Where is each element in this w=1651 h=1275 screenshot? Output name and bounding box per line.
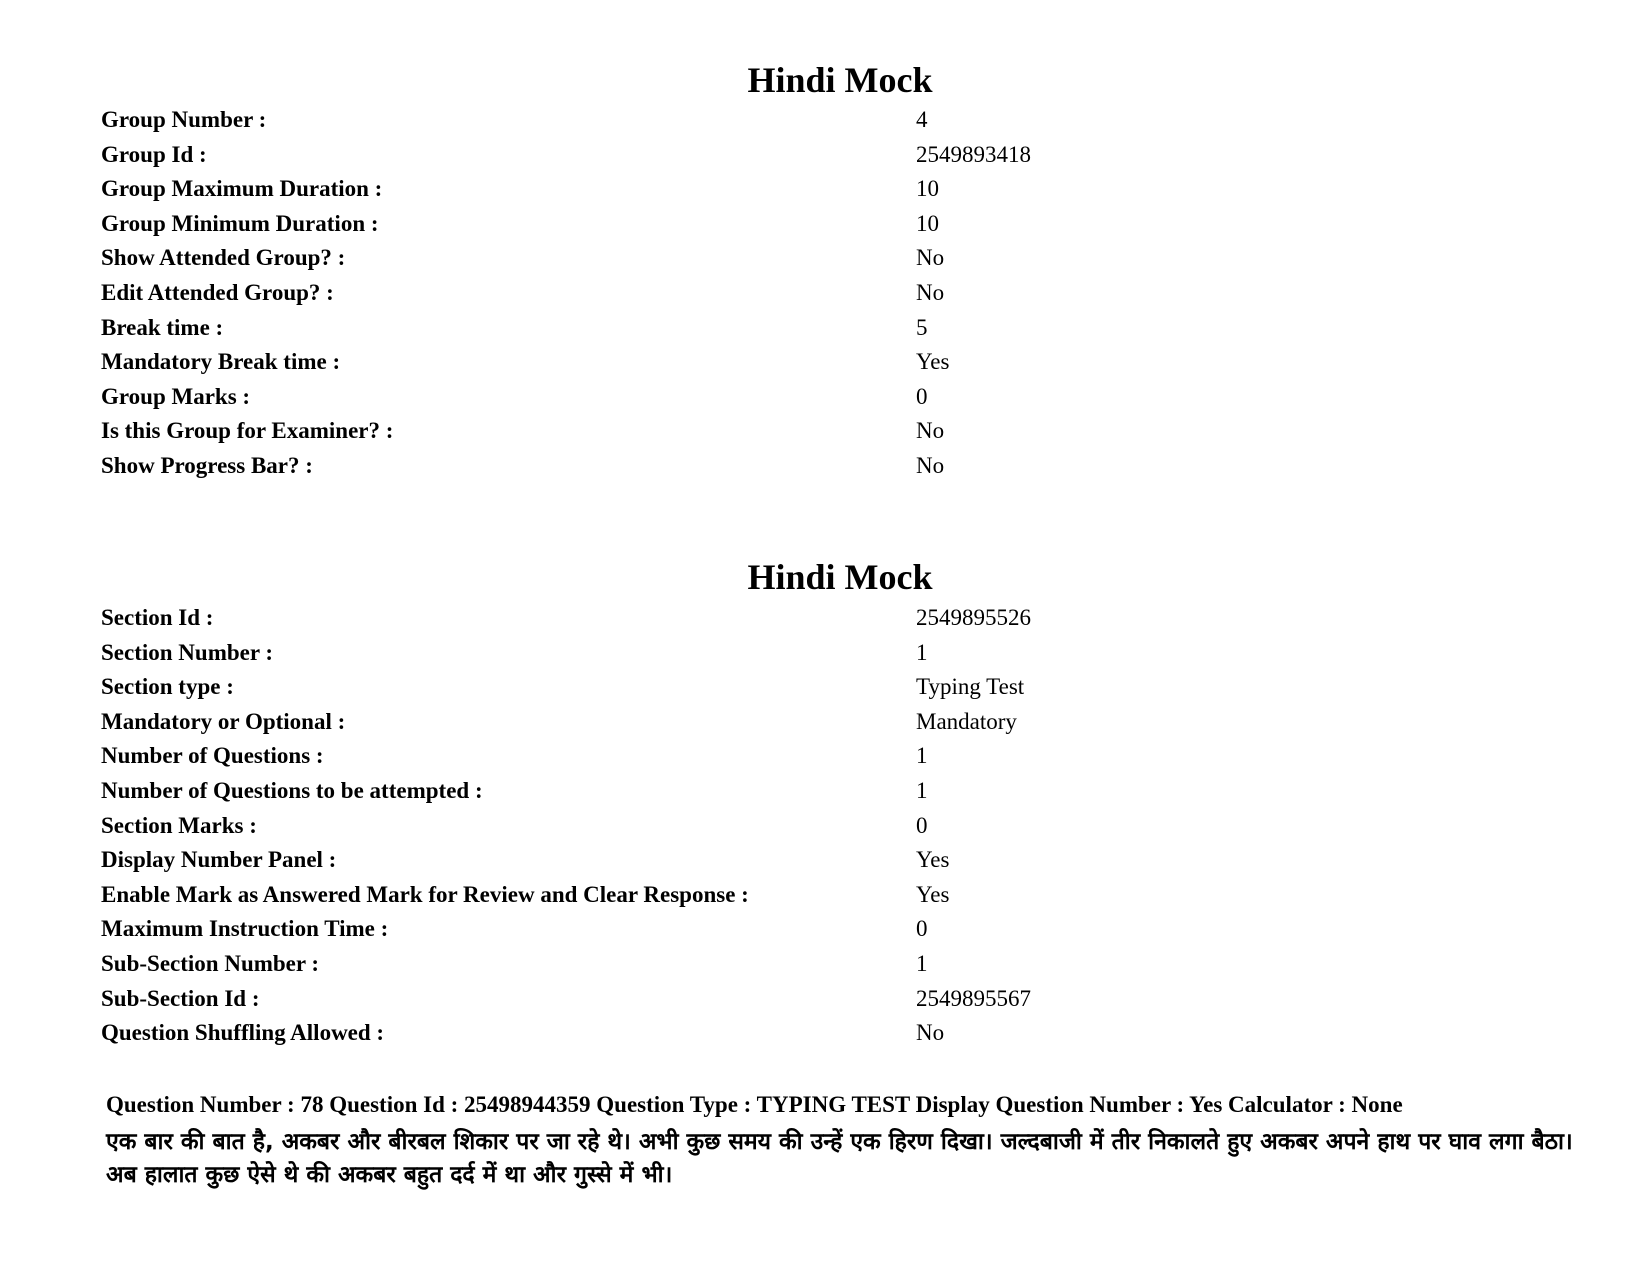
field-value: 0	[916, 916, 928, 942]
field-label: Group Maximum Duration :	[101, 176, 383, 202]
field-label: Section Marks :	[101, 812, 257, 838]
field-label: Is this Group for Examiner? :	[101, 418, 394, 444]
field-value: 2549893418	[916, 141, 1031, 167]
field-label: Mandatory or Optional :	[101, 708, 346, 734]
field-value: No	[916, 1020, 945, 1046]
field-label: Mandatory Break time :	[101, 349, 341, 375]
field-value: 5	[916, 314, 928, 340]
field-label: Show Attended Group? :	[101, 245, 346, 271]
table-row	[101, 207, 1401, 242]
field-label: Sub-Section Id :	[101, 985, 260, 1011]
field-value: Yes	[916, 349, 950, 375]
field-value: 1	[916, 743, 928, 769]
field-value: Yes	[916, 881, 950, 907]
field-label: Enable Mark as Answered Mark for Review and Clear Response :	[101, 881, 749, 907]
field-value: 0	[916, 383, 928, 409]
field-value: No	[916, 452, 945, 478]
field-value: No	[916, 418, 945, 444]
section-title: Hindi Mock	[747, 557, 933, 597]
table-row	[101, 138, 1401, 173]
field-value: No	[916, 245, 945, 271]
field-value: Yes	[916, 847, 950, 873]
field-value: No	[916, 279, 945, 305]
table-row	[101, 380, 1401, 415]
field-label: Show Progress Bar? :	[101, 452, 313, 478]
table-row	[101, 843, 1401, 878]
group-details-table	[101, 103, 1401, 484]
field-label: Group Marks :	[101, 383, 251, 409]
field-value: 1	[916, 777, 928, 803]
table-row	[101, 636, 1401, 671]
table-row	[101, 103, 1401, 138]
question-meta: Question Number : 78 Question Id : 25498944359 Question Type : TYPING TEST Display Question Number : Yes Calculator : None	[106, 1092, 1403, 1117]
table-row	[101, 947, 1401, 982]
table-row	[101, 1016, 1401, 1051]
field-value: 4	[916, 107, 928, 132]
field-label: Section Id :	[101, 605, 214, 630]
field-label: Break time :	[101, 314, 224, 340]
field-value: 1	[916, 950, 928, 976]
table-row	[101, 601, 1401, 636]
field-value: 10	[916, 210, 939, 236]
table-row	[101, 774, 1401, 809]
table-row	[101, 670, 1401, 705]
table-row	[101, 345, 1401, 380]
field-label: Sub-Section Number :	[101, 950, 320, 976]
field-label: Display Number Panel :	[101, 847, 337, 873]
field-value: Typing Test	[916, 674, 1025, 700]
table-row	[101, 739, 1401, 774]
field-value: Mandatory	[916, 708, 1017, 734]
field-value: 10	[916, 176, 939, 202]
question-text: एक बार की बात है, अकबर और बीरबल शिकार पर जा रहे थे। अभी कुछ समय की उन्हें एक हिरण दिखा। जल्दबाजी में तीर निकालते हुए अकबर अपने हाथ पर घाव लगा बैठा। अब हालात कुछ ऐसे थे की अकबर बहुत दर्द में था और गुस्से में भी।	[106, 1129, 1573, 1188]
field-label: Group Number :	[101, 107, 267, 132]
field-label: Section type :	[101, 674, 234, 700]
field-label: Group Id :	[101, 141, 207, 167]
table-row	[101, 276, 1401, 311]
field-label: Edit Attended Group? :	[101, 279, 334, 305]
table-row	[101, 172, 1401, 207]
field-value: 2549895567	[916, 985, 1031, 1011]
table-row	[101, 311, 1401, 346]
table-row	[101, 705, 1401, 740]
table-row	[101, 449, 1401, 484]
section-details-table	[101, 601, 1401, 1051]
field-label: Number of Questions :	[101, 743, 324, 769]
table-row	[101, 912, 1401, 947]
table-row	[101, 809, 1401, 844]
field-value: 0	[916, 812, 928, 838]
field-label: Question Shuffling Allowed :	[101, 1020, 385, 1046]
field-label: Group Minimum Duration :	[101, 210, 379, 236]
field-label: Section Number :	[101, 639, 274, 665]
table-row	[101, 241, 1401, 276]
group-title: Hindi Mock	[747, 60, 933, 100]
field-value: 2549895526	[916, 605, 1031, 630]
table-row	[101, 982, 1401, 1017]
field-label: Maximum Instruction Time :	[101, 916, 389, 942]
table-row	[101, 878, 1401, 913]
field-value: 1	[916, 639, 928, 665]
field-label: Number of Questions to be attempted :	[101, 777, 483, 803]
table-row	[101, 414, 1401, 449]
